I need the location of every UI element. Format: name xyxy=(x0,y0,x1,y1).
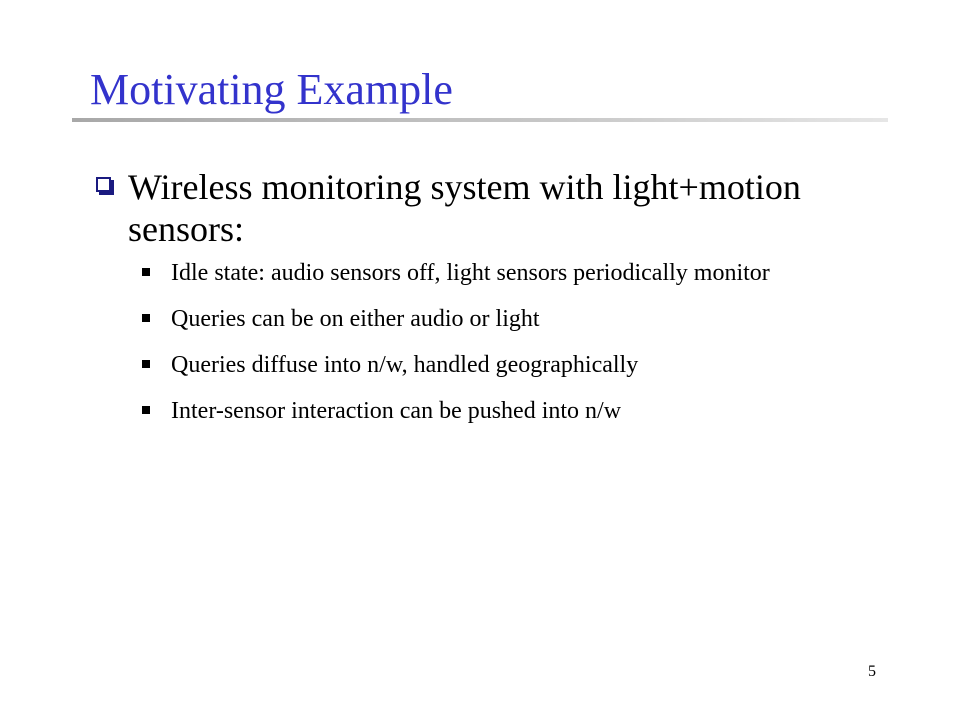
title-underline xyxy=(72,118,888,122)
sub-bullet-text: Queries diffuse into n/w, handled geographically xyxy=(171,352,639,378)
sub-bullet-item xyxy=(142,350,882,380)
page-number: 5 xyxy=(868,663,876,680)
filled-square-bullet-icon xyxy=(142,314,150,322)
hollow-square-bullet-icon xyxy=(96,177,111,192)
sub-bullet-list xyxy=(142,258,882,442)
main-bullet-item xyxy=(96,166,876,250)
sub-bullet-item xyxy=(142,396,882,426)
sub-bullet-text: Idle state: audio sensors off, light sensors periodically monitor xyxy=(171,260,770,286)
main-bullet-list xyxy=(96,166,876,250)
slide-title: Motivating Example xyxy=(90,65,453,114)
filled-square-bullet-icon xyxy=(142,406,150,414)
main-bullet-text: Wireless monitoring system with light+motion sensors: xyxy=(128,167,801,249)
sub-bullet-text: Inter-sensor interaction can be pushed into n/w xyxy=(171,398,622,424)
filled-square-bullet-icon xyxy=(142,268,150,276)
sub-bullet-item xyxy=(142,304,882,334)
filled-square-bullet-icon xyxy=(142,360,150,368)
sub-bullet-item xyxy=(142,258,882,288)
sub-bullet-text: Queries can be on either audio or light xyxy=(171,306,540,332)
